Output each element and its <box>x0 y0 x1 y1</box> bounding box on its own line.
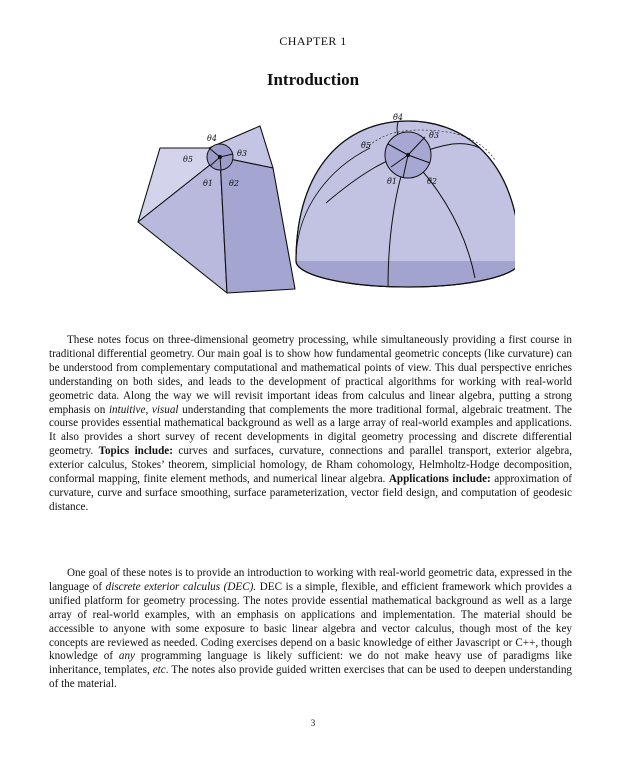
pyramid-label-theta2: θ2 <box>229 179 239 188</box>
emphasis-dec: discrete exterior calculus (DEC). <box>105 580 257 593</box>
pyramid-label-theta3: θ3 <box>237 149 247 158</box>
pyramid-label-theta5: θ5 <box>183 155 193 164</box>
chapter-title: Introduction <box>266 70 360 89</box>
emphasis-intuitive-visual: intuitive, visual <box>108 403 179 416</box>
emphasis-any: any <box>118 650 135 663</box>
emphasis-etc: etc <box>152 664 166 677</box>
chapter-label: CHAPTER 1 <box>279 34 347 48</box>
dome-label-theta3: θ̃3 <box>429 131 439 140</box>
page-number: 3 <box>310 718 316 728</box>
applications-include-label: Applications include: <box>388 473 491 486</box>
angle-defect-figure <box>120 108 515 313</box>
intro-paragraph-2: One goal of these notes is to provide an introduction to working with real-world geometric data, expressed in the language of discrete exterior calculus (DEC). DEC is a simple, flexible, and efficient framework which provides a unified platform for geometry processing. The notes provide essential mathematical background as well as a large array of real-world examples, with an emphasis on applications and implementation. The material should be accessible to anyone with some exposure to basic linear algebra and vector calculus, though most of the key concepts are reviewed as needed. Coding exercises depend on a basic knowledge of either Javascript or C++, though knowledge of any programming language is likely sufficient: we do not make heavy use of paradigms like inheritance, templates, etc. The notes also provide guided written exercises that can be used to deepen understanding of the material. <box>49 567 573 691</box>
pyramid-label-theta1: θ1 <box>203 179 213 188</box>
intro-paragraph-1: These notes focus on three-dimensional geometry processing, while simultaneously providing a first course in traditional differential geometry. Our main goal is to show how fundamental geometric concepts (like curvature) can be understood from complementary computational and mathematical points of view. This dual perspective enriches understanding on both sides, and leads to the development of practical algorithms for working with real-world geometric data. Along the way we will revisit important ideas from calculus and linear algebra, putting a strong emphasis on intuitive, visual understanding that complements the more traditional formal, algebraic treatment. The course provides essential mathematical background as well as a large array of real-world examples and applications. It also provides a short survey of recent developments in digital geometry processing and discrete differential geometry. Topics include: curves and surfaces, curvature, connections and parallel transport, exterior algebra, exterior calculus, Stokes’ theorem, simplicial homology, de Rham cohomology, Helmholtz-Hodge decomposition, conformal mapping, finite element methods, and numerical linear algebra. Applications include: approximation of curvature, curve and surface smoothing, surface parameterization, vector field design, and computation of geodesic distance. <box>49 334 573 513</box>
dome-label-theta4: θ̃4 <box>393 113 403 122</box>
dome-label-theta5: θ̃5 <box>361 141 371 150</box>
dome-figure <box>296 121 515 287</box>
dome-label-theta2: θ̃2 <box>427 177 437 186</box>
pyramid-label-theta4: θ4 <box>207 134 217 143</box>
pyramid-figure <box>138 126 295 293</box>
dome-label-theta1: θ̃1 <box>387 177 397 186</box>
topics-include-label: Topics include: <box>98 445 173 458</box>
